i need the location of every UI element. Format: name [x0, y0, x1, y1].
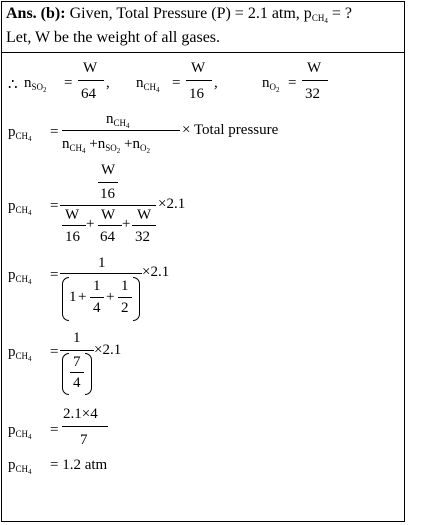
d64: 64	[100, 229, 115, 245]
two: 2	[121, 300, 129, 316]
given-tail: = ?	[327, 5, 352, 22]
plus: +	[78, 289, 87, 305]
answer-box	[1, 1, 405, 522]
d16: 16	[65, 229, 80, 245]
p-ch4: $p_{CH_4}$	[8, 267, 32, 286]
equals: =	[50, 198, 59, 214]
answer-header	[2, 2, 404, 53]
fraction-bar	[302, 80, 328, 81]
fraction-bar	[98, 225, 122, 226]
n-ch4: $n_{CH_4}$	[136, 75, 160, 94]
therefore-symbol: ∴	[8, 77, 18, 93]
numerator: W	[191, 60, 206, 76]
n-so2: $n_{SO_2}$	[24, 75, 47, 94]
one: 1	[69, 289, 77, 305]
numerator-n-ch4: $n_{CH_4}$	[106, 111, 130, 130]
n-o2: $n_{O_2}$	[262, 75, 280, 94]
four: 4	[73, 375, 81, 391]
header-line-2: Let, W be the weight of all gases.	[6, 29, 221, 46]
denominator: 64	[81, 86, 96, 102]
numerator-1: 1	[98, 255, 106, 271]
fraction-bar	[62, 225, 86, 226]
W: W	[137, 207, 152, 223]
times-value: ×2.1	[142, 264, 170, 280]
header-line-1	[6, 5, 352, 25]
given-sub: CH4	[311, 13, 328, 25]
right-paren	[133, 277, 140, 321]
plus: +	[86, 216, 95, 232]
equals: =	[50, 344, 59, 360]
seven: 7	[73, 354, 81, 370]
d32: 32	[135, 229, 150, 245]
p-ch4: $p_{CH_4}$	[8, 422, 32, 441]
fraction-bar	[62, 426, 108, 427]
numerator: W	[83, 60, 98, 76]
one: 1	[93, 278, 101, 294]
plus: +	[106, 289, 115, 305]
p-ch4: $p_{CH_4}$	[8, 344, 32, 363]
numerator: 2.1×4	[63, 406, 98, 422]
fraction-bar	[186, 80, 212, 81]
W: W	[65, 207, 80, 223]
given-text: Given, Total Pressure (P) = 2.1 atm, p	[65, 5, 312, 22]
numerator-1: 1	[73, 330, 81, 346]
p-ch4: $p_{CH_4}$	[8, 457, 32, 476]
numerator: W	[307, 60, 322, 76]
left-paren	[62, 277, 69, 321]
fraction-bar	[70, 372, 84, 373]
fraction-bar	[90, 297, 104, 298]
main-fraction-bar	[60, 273, 142, 274]
p-ch4: $p_{CH_4}$	[8, 124, 32, 143]
fraction-bar	[62, 130, 180, 131]
comma: ,	[106, 75, 110, 91]
right-paren	[85, 353, 92, 395]
equals: =	[288, 75, 297, 91]
denominator: 32	[305, 86, 320, 102]
times-total-pressure: × Total pressure	[182, 122, 279, 138]
times-value: ×2.1	[94, 342, 122, 358]
p-ch4: $p_{CH_4}$	[8, 198, 32, 217]
result-value: = 1.2 atm	[50, 457, 108, 473]
answer-label: Ans. (b):	[6, 5, 66, 22]
main-fraction-bar	[60, 350, 94, 351]
equals: =	[50, 422, 59, 438]
left-paren	[62, 353, 69, 395]
equals: =	[50, 267, 59, 283]
fraction-bar	[78, 80, 104, 81]
one: 1	[121, 278, 129, 294]
denominator-sum: $n_{CH_4} +n_{SO_2} +n_{O_2}$	[62, 136, 150, 155]
main-fraction-bar	[60, 205, 156, 206]
denominator: 16	[189, 86, 204, 102]
numerator-W: W	[101, 162, 116, 178]
equals: =	[50, 124, 59, 140]
numerator-16: 16	[100, 186, 115, 202]
comma: ,	[214, 75, 218, 91]
four: 4	[93, 300, 101, 316]
equals: =	[172, 75, 181, 91]
fraction-bar	[118, 297, 132, 298]
fraction-bar	[132, 225, 156, 226]
plus: +	[122, 216, 131, 232]
fraction-bar	[98, 182, 118, 183]
times-value: ×2.1	[158, 196, 186, 212]
W: W	[101, 207, 116, 223]
equals: =	[64, 75, 73, 91]
denominator: 7	[80, 432, 88, 448]
